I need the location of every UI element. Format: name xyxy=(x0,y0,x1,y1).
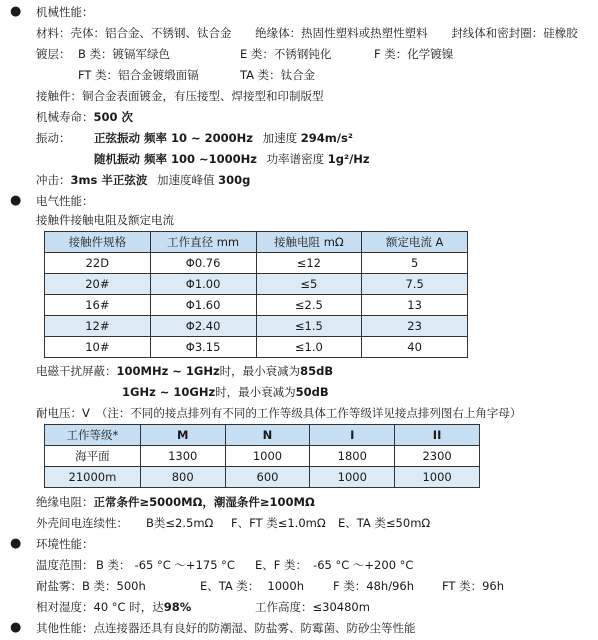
emi-atten-label-2: 时，最小衰减为 xyxy=(215,385,296,399)
emi-atten-value-1: 85dB xyxy=(300,364,334,378)
plating-b-value: 镀镉军绿色 xyxy=(112,47,171,61)
shell-continuity-label: 外壳间电连续性： xyxy=(36,516,128,530)
table-cell: 23 xyxy=(362,316,468,337)
salt-eta xyxy=(200,578,304,594)
shock-label: 冲击： xyxy=(36,173,71,187)
table-header-cell: 接触电阻 mΩ xyxy=(256,232,362,253)
salt-f-label: F 类： xyxy=(333,579,367,593)
emi-range-2: 1GHz ~ 10GHz xyxy=(122,385,216,399)
table-row xyxy=(45,253,468,274)
plating-ta xyxy=(240,67,315,83)
temp-b-label: B 类： xyxy=(96,558,131,572)
table-cell: 800 xyxy=(140,467,225,488)
table-header-cell: 接触件规格 xyxy=(45,232,151,253)
table-cell: ≤1.5 xyxy=(256,316,362,337)
table-header-cell: M xyxy=(140,425,225,446)
bullet-env: ● xyxy=(10,536,22,551)
plating-ft xyxy=(78,67,199,83)
table-header-cell: II xyxy=(395,425,480,446)
plating-ta-label: TA 类： xyxy=(240,68,281,82)
plating-ta-value: 钛合金 xyxy=(280,68,316,82)
voltage-table-header xyxy=(45,425,480,446)
vib-sine-acc-value: 294m/s² xyxy=(300,131,353,145)
other-line: 其他性能：点连接器还具有良好的防潮湿、防盐雾、防霉菌、防砂尘等性能 xyxy=(36,621,416,635)
table-row xyxy=(45,446,480,467)
table-cell: ≤12 xyxy=(256,253,362,274)
voltage-line xyxy=(36,405,521,421)
insulation-line xyxy=(36,494,315,510)
table-row xyxy=(45,467,480,488)
vib-random xyxy=(94,151,370,167)
table-row xyxy=(45,337,468,358)
emi-atten-value-2: 50dB xyxy=(295,385,329,399)
table-header-cell: I xyxy=(310,425,395,446)
contact-line: 接触件：铜合金表面镀金，有压接型、焊接型和印制版型 xyxy=(36,89,324,103)
plating-e xyxy=(240,46,331,62)
table-cell: 7.5 xyxy=(362,274,468,295)
elec-subtitle: 接触件接触电阻及额定电流 xyxy=(36,213,174,227)
salt-f xyxy=(333,578,414,594)
table-header-cell: 工作等级* xyxy=(45,425,141,446)
plating-e-label: E 类： xyxy=(240,47,274,61)
table-cell: Φ0.76 xyxy=(150,253,256,274)
plating-f-label: F 类： xyxy=(374,47,408,61)
temp-label: 温度范围： xyxy=(36,558,94,572)
insulation-humid: ，潮湿条件≥100MΩ xyxy=(202,495,315,509)
bullet-elec: ● xyxy=(10,193,22,208)
table-header-cell: 工作直径 mm xyxy=(150,232,256,253)
emi-range-1: 100MHz ~ 1GHz xyxy=(116,364,220,378)
vib-random-freq: 随机振动 频率 100 ~1000Hz xyxy=(94,152,257,166)
temp-ef xyxy=(255,557,413,573)
bullet-other: ● xyxy=(10,620,22,635)
plating-ft-value: 铝合金镀缎面镉 xyxy=(118,68,199,82)
table-cell: Φ3.15 xyxy=(150,337,256,358)
humidity-line xyxy=(36,599,191,615)
vib-random-psd-label: 功率谱密度 xyxy=(266,152,325,166)
vib-sine-freq: 正弦振动 频率 10 ~ 2000Hz xyxy=(94,131,253,145)
table-row xyxy=(45,274,468,295)
shock-peak-label: 加速度峰值 xyxy=(157,173,215,187)
voltage-label: 耐电压：V xyxy=(36,406,90,420)
plating-label: 镀层： xyxy=(36,47,71,61)
table-cell: 22D xyxy=(45,253,151,274)
salt-label: 耐盐雾： xyxy=(36,579,82,593)
mech-title: 机械性能： xyxy=(36,5,94,19)
table-cell: 2300 xyxy=(395,446,480,467)
salt-line-b xyxy=(36,578,146,594)
plating-b-label: B 类： xyxy=(78,47,113,61)
table-cell: 10# xyxy=(45,337,151,358)
table-cell: 600 xyxy=(225,467,310,488)
shell-continuity-e: E、TA 类≤50mΩ xyxy=(338,516,431,530)
table-header-cell: N xyxy=(225,425,310,446)
table-cell: 21000m xyxy=(45,467,141,488)
table-cell: ≤5 xyxy=(256,274,362,295)
bullet-mech: ● xyxy=(10,4,22,19)
vib-sine-acc-label: 加速度 xyxy=(262,131,298,145)
emi-atten-label-1: 时，最小衰减为 xyxy=(219,364,301,378)
table-cell: ≤1.0 xyxy=(256,337,362,358)
emi-label: 电磁干扰屏蔽： xyxy=(36,364,117,378)
vib-label: 振动： xyxy=(36,131,71,145)
table-header-cell: 额定电流 A xyxy=(362,232,468,253)
salt-f-value: 48h/96h xyxy=(366,579,414,593)
table-row xyxy=(45,316,468,337)
material-seal: 封线体和密封圈：硅橡胶 xyxy=(451,26,578,40)
voltage-note: （注：不同的接点排列有不同的工作等级具体工作等级详见接点排列图右上角字母） xyxy=(95,406,522,420)
elec-title: 电气性能： xyxy=(36,194,94,208)
table-cell: 1000 xyxy=(395,467,480,488)
temp-ef-range: -65 °C ～+200 °C xyxy=(313,558,414,572)
voltage-table xyxy=(44,424,480,488)
table-cell: 1800 xyxy=(310,446,395,467)
table-cell: 海平面 xyxy=(45,446,141,467)
humidity-temp: 40 °C 时，达 xyxy=(93,600,164,614)
table-cell: 5 xyxy=(362,253,468,274)
shell-continuity-f: F、FT 类≤1.0mΩ xyxy=(231,516,326,530)
material-line xyxy=(36,25,578,41)
table-cell: Φ1.00 xyxy=(150,274,256,295)
shock-wave: 3ms 半正弦波 xyxy=(70,173,148,187)
salt-eta-label: E、TA 类： xyxy=(200,579,260,593)
table-cell: ≤2.5 xyxy=(256,295,362,316)
life-line xyxy=(36,109,133,125)
table-cell: 16# xyxy=(45,295,151,316)
contact-table-header xyxy=(45,232,468,253)
table-cell: 1000 xyxy=(310,467,395,488)
vib-sine xyxy=(94,130,353,146)
altitude-line: 工作高度：≤30480m xyxy=(255,600,370,614)
plating-e-value: 不锈钢钝化 xyxy=(273,47,332,61)
life-label: 机械寿命： xyxy=(36,110,94,124)
temp-b xyxy=(96,557,235,573)
salt-b-value: 500h xyxy=(116,579,146,593)
insulation-label: 绝缘电阻： xyxy=(36,495,94,509)
plating-ft-label: FT 类： xyxy=(78,68,119,82)
table-cell: 40 xyxy=(362,337,468,358)
env-title: 环境性能： xyxy=(36,537,94,551)
salt-b-label: B 类： xyxy=(82,579,117,593)
plating-b xyxy=(78,46,170,62)
table-cell: 20# xyxy=(45,274,151,295)
salt-ft-label: FT 类： xyxy=(442,579,483,593)
plating-f-value: 化学镀镍 xyxy=(407,47,454,61)
temp-ef-label: E、F 类： xyxy=(255,558,308,572)
table-cell: 13 xyxy=(362,295,468,316)
salt-ft-value: 96h xyxy=(482,579,505,593)
shell-continuity-b: B类≤2.5mΩ xyxy=(146,516,214,530)
salt-ft xyxy=(442,578,504,594)
plating-f xyxy=(374,46,453,62)
life-value: 500 次 xyxy=(93,110,134,124)
table-cell: 1000 xyxy=(225,446,310,467)
emi-line-1 xyxy=(36,363,333,379)
material-shell: 材料：壳体：铝合金、不锈钢、钛合金 xyxy=(36,26,232,40)
material-insulator: 绝缘体：热固性塑料或热塑性塑料 xyxy=(255,26,428,40)
table-cell: 1300 xyxy=(140,446,225,467)
table-cell: Φ1.60 xyxy=(150,295,256,316)
contact-table xyxy=(44,231,468,358)
shock-line xyxy=(36,172,250,188)
table-cell: 12# xyxy=(45,316,151,337)
humidity-label: 相对湿度： xyxy=(36,600,94,614)
salt-eta-value: 1000h xyxy=(267,579,304,593)
insulation-normal: 正常条件≥5000MΩ xyxy=(93,495,203,509)
table-cell: Φ2.40 xyxy=(150,316,256,337)
shock-peak-value: 300g xyxy=(218,173,251,187)
humidity-value: 98% xyxy=(163,600,192,614)
table-row xyxy=(45,295,468,316)
vib-random-psd-value: 1g²/Hz xyxy=(327,152,370,166)
emi-line-2 xyxy=(122,384,329,400)
temp-b-range: -65 °C ～+175 °C xyxy=(134,558,235,572)
